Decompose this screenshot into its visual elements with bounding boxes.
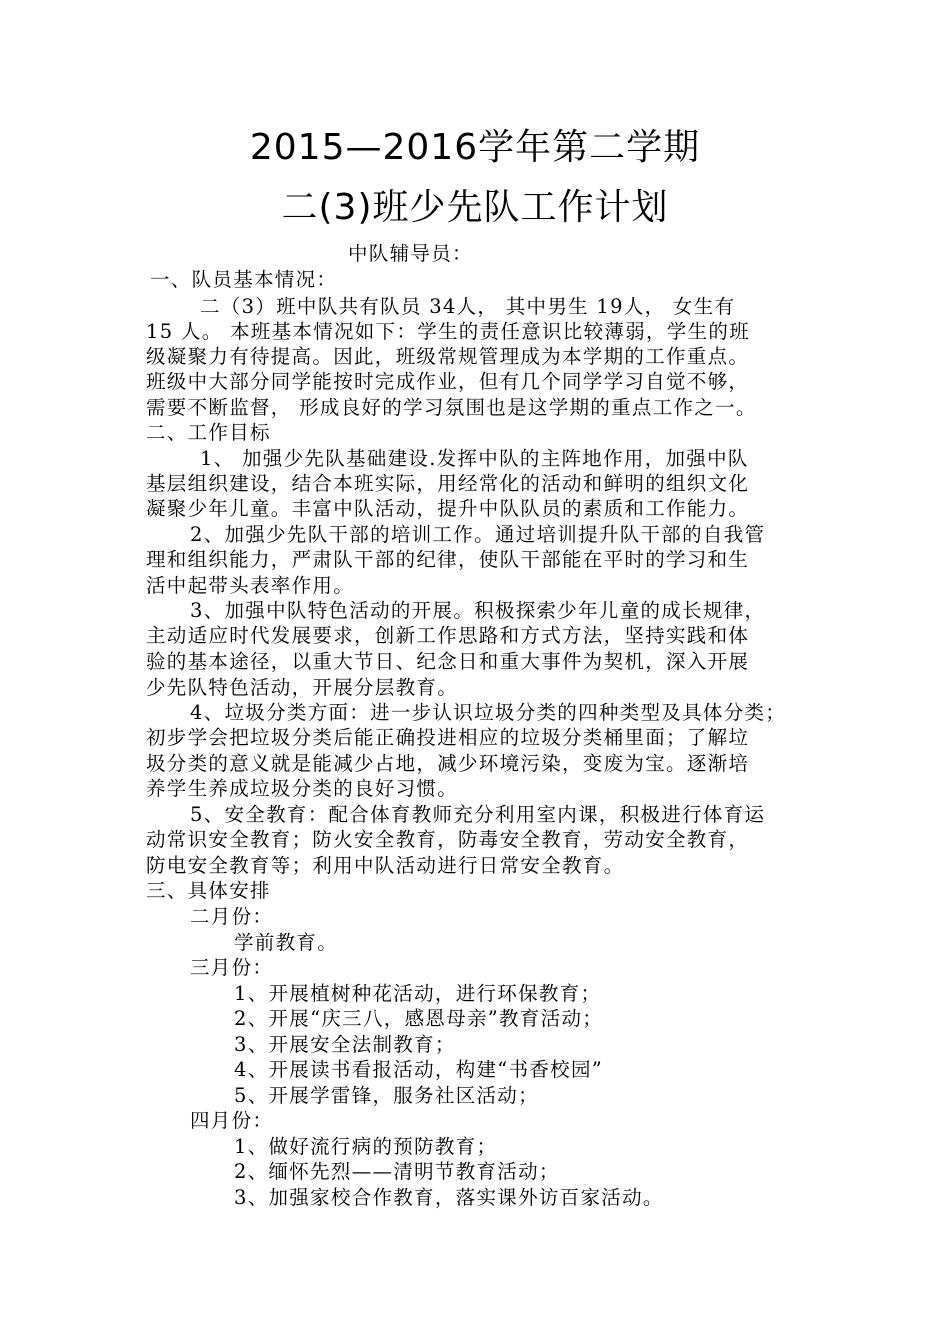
goal-item-line: 少先队特色活动，开展分层教育。 — [146, 676, 459, 699]
schedule-item: 1、做好流行病的预防教育； — [234, 1135, 498, 1158]
paragraph-line: 级凝聚力有待提高。因此，班级常规管理成为本学期的工作重点。 — [146, 345, 750, 368]
schedule-item: 2、开展“庆三八，感恩母亲”教育活动； — [234, 1007, 604, 1030]
goal-item-line: 活中起带头表率作用。 — [146, 574, 355, 597]
goal-item-line: 4、垃圾分类方面：进一步认识垃圾分类的四种类型及具体分类； — [190, 701, 787, 724]
schedule-item: 2、缅怀先烈——清明节教育活动； — [234, 1160, 560, 1183]
goal-item-line: 防电安全教育等；利用中队活动进行日常安全教育。 — [146, 854, 625, 877]
month-heading: 三月份： — [190, 956, 274, 979]
goal-item-line: 3、加强中队特色活动的开展。积极探索少年儿童的成长规律， — [190, 599, 766, 622]
goal-item-line: 1、 加强少先队基础建设.发挥中队的主阵地作用，加强中队 — [200, 447, 749, 470]
paragraph-line: 15 人。 本班基本情况如下：学生的责任意识比较薄弱，学生的班 — [146, 320, 751, 343]
goal-item-line: 圾分类的意义就是能减少占地，减少环境污染，变废为宝。逐渐培 — [146, 752, 750, 775]
section-heading-schedule: 三、具体安排 — [146, 879, 271, 902]
schedule-item: 4、开展读书看报活动，构建“书香校园” — [234, 1058, 604, 1081]
section-heading-members: 一、队员基本情况： — [150, 268, 338, 291]
schedule-item: 3、加强家校合作教育，落实课外访百家活动。 — [234, 1186, 664, 1209]
paragraph-line: 二（3）班中队共有队员 34人， 其中男生 19人， 女生有 — [200, 295, 736, 318]
goal-item-line: 2、加强少先队干部的培训工作。通过培训提升队干部的自我管 — [190, 523, 766, 546]
section-heading-goals: 二、工作目标 — [146, 421, 271, 444]
counselor-label: 中队辅导员： — [348, 242, 473, 265]
goal-item-line: 理和组织能力，严肃队干部的纪律，使队干部能在平时的学习和生 — [146, 548, 750, 571]
schedule-item: 学前教育。 — [234, 931, 339, 954]
schedule-item: 1、开展植树种花活动，进行环保教育； — [234, 982, 602, 1005]
schedule-item: 5、开展学雷锋，服务社区活动； — [234, 1084, 539, 1107]
paragraph-line: 需要不断监督， 形成良好的学习氛围也是这学期的重点工作之一。 — [146, 396, 757, 419]
month-heading: 四月份： — [190, 1109, 274, 1132]
goal-item-line: 主动适应时代发展要求，创新工作思路和方式方法，坚持实践和体 — [146, 624, 750, 647]
month-heading: 二月份： — [190, 905, 274, 928]
paragraph-line: 班级中大部分同学能按时完成作业，但有几个同学学习自觉不够， — [146, 370, 750, 393]
goal-item-line: 初步学会把垃圾分类后能正确投进相应的垃圾分类桶里面；了解垃 — [146, 726, 750, 749]
schedule-item: 3、开展安全法制教育； — [234, 1033, 456, 1056]
goal-item-line: 凝聚少年儿童。丰富中队活动，提升中队队员的素质和工作能力。 — [146, 497, 750, 520]
document-subtitle: 二(3)班少先队工作计划 — [281, 187, 669, 228]
document-title: 2015—2016学年第二学期 — [249, 127, 701, 168]
goal-item-line: 验的基本途径，以重大节日、纪念日和重大事件为契机，深入开展 — [146, 650, 750, 673]
goal-item-line: 5、安全教育：配合体育教师充分利用室内课，积极进行体育运 — [190, 803, 766, 826]
goal-item-line: 基层组织建设，结合本班实际，用经常化的活动和鲜明的组织文化 — [146, 472, 750, 495]
goal-item-line: 养学生养成垃圾分类的良好习惯。 — [146, 777, 459, 800]
goal-item-line: 动常识安全教育；防火安全教育，防毒安全教育，劳动安全教育， — [146, 828, 750, 851]
